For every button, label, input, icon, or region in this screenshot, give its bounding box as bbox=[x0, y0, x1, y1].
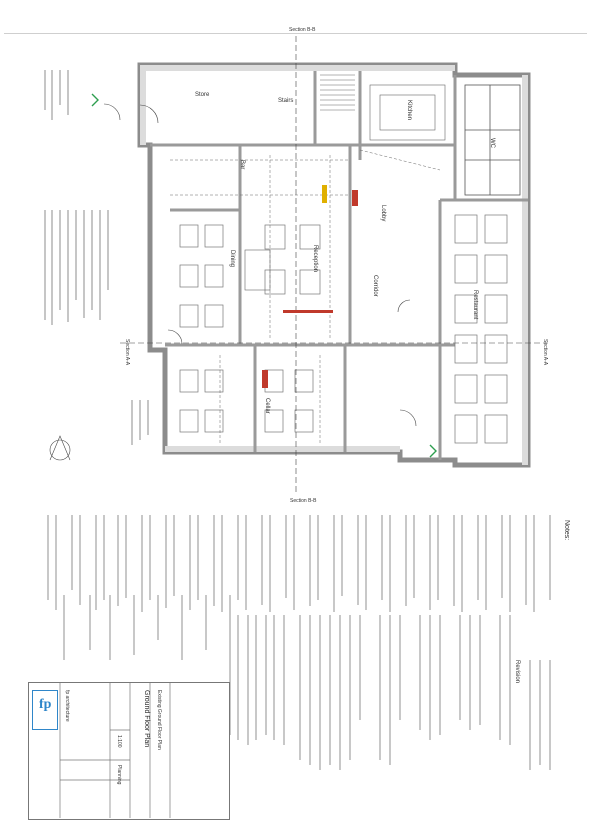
furniture-restaurant bbox=[455, 215, 507, 443]
title-block-project: Ground Floor Plan bbox=[143, 690, 150, 748]
room-label-store: Store bbox=[195, 92, 210, 98]
title-block bbox=[28, 682, 230, 820]
service-lines bbox=[170, 150, 440, 445]
section-label-top: Section B-B bbox=[289, 27, 316, 33]
title-block-drawing-title: Existing Ground Floor Plan bbox=[156, 690, 162, 750]
title-block-status: Planning bbox=[116, 765, 122, 785]
title-block-scale: 1:100 bbox=[116, 735, 122, 748]
exit-arrow-green bbox=[430, 445, 436, 457]
fire-door-marker-2 bbox=[262, 370, 268, 388]
notes-heading: Notes: bbox=[563, 520, 570, 541]
revision-heading: Revision bbox=[514, 660, 520, 684]
internal-walls bbox=[150, 71, 528, 460]
fire-line-marker bbox=[283, 310, 333, 313]
room-label-cellar: Cellar bbox=[264, 398, 270, 414]
fire-door-marker-1 bbox=[352, 190, 358, 206]
room-label-wc: WC bbox=[489, 138, 495, 148]
room-label-dining: Dining bbox=[229, 250, 235, 268]
section-label-right: Section A-A bbox=[542, 339, 548, 366]
section-label-left: Section A-A bbox=[124, 339, 130, 366]
north-arrow bbox=[50, 436, 70, 460]
room-label-corridor: Corridor bbox=[372, 275, 378, 297]
furniture-dining bbox=[180, 225, 320, 432]
section-label-bottom: Section B-B bbox=[290, 498, 317, 504]
yellow-marker bbox=[322, 185, 327, 203]
room-label-lobby: Lobby bbox=[380, 205, 386, 222]
company-logo: fp bbox=[32, 690, 58, 730]
room-label-restaurant: Restaurant bbox=[472, 290, 478, 320]
left-notes-block bbox=[45, 70, 148, 445]
room-label-bar: Bar bbox=[239, 160, 245, 170]
room-label-kitchen: Kitchen bbox=[406, 100, 412, 121]
entrance-arrow-green bbox=[92, 94, 98, 106]
room-label-stairs: Stairs bbox=[278, 98, 294, 104]
stairs-treads bbox=[320, 75, 355, 110]
title-block-company: fp architecture bbox=[64, 690, 70, 722]
room-label-reception: Reception bbox=[312, 245, 318, 273]
kitchen-equipment bbox=[245, 85, 445, 290]
